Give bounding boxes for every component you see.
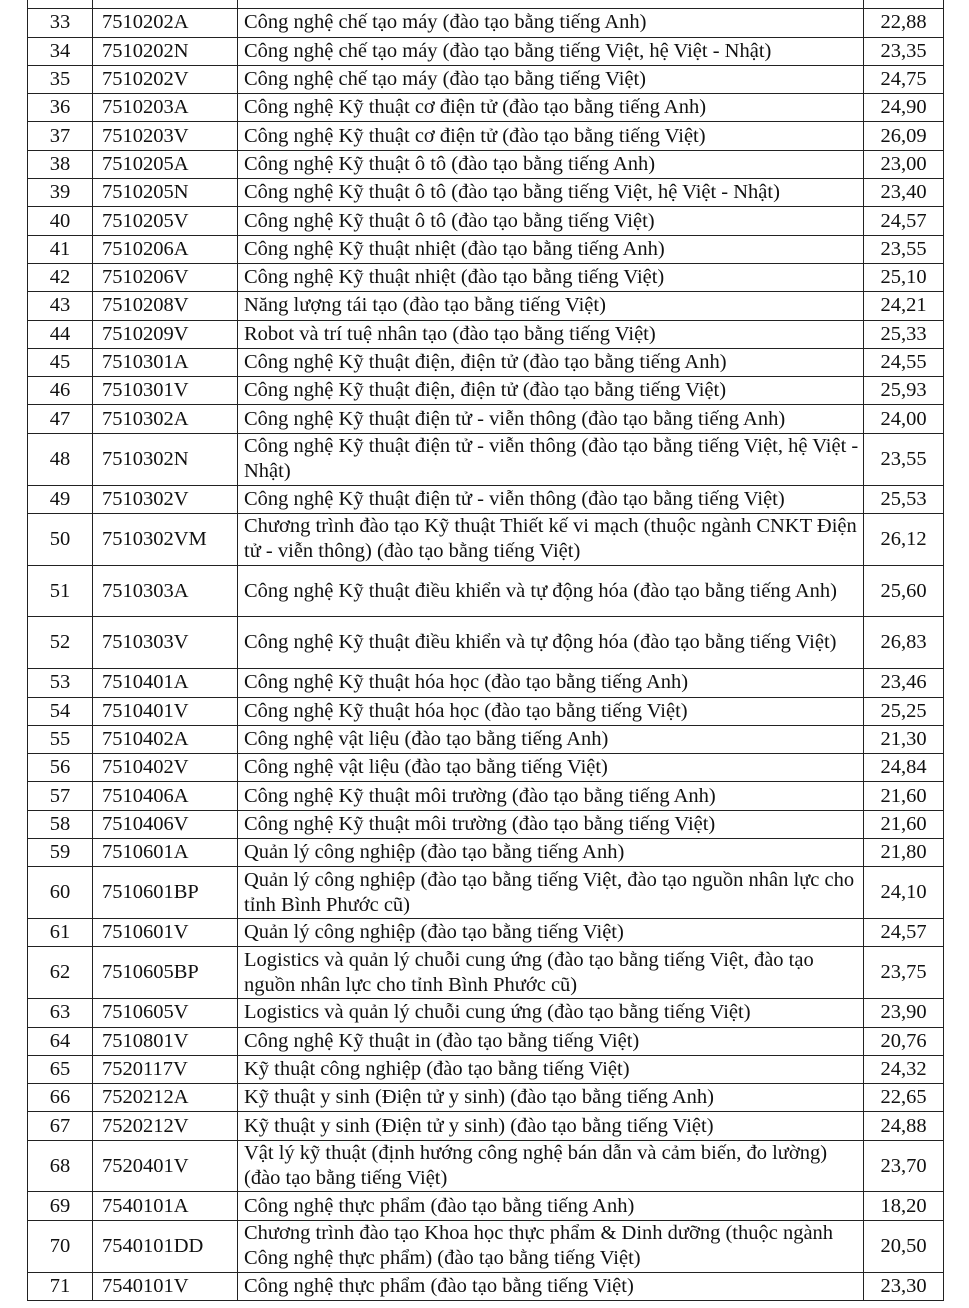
- row-number: 41: [28, 235, 93, 263]
- cutoff-score: 21,60: [864, 810, 944, 838]
- row-number: 52: [28, 617, 93, 669]
- program-name: Công nghệ Kỹ thuật điện, điện tử (đào tạo bằng tiếng Việt): [238, 377, 864, 405]
- cutoff-score: 24,32: [864, 1055, 944, 1083]
- program-code: 7510301V: [93, 377, 238, 405]
- program-code: 7510401V: [93, 697, 238, 725]
- program-code: 7510601V: [93, 919, 238, 947]
- table-row: [28, 405, 944, 433]
- row-number: 56: [28, 754, 93, 782]
- program-name: Quản lý công nghiệp (đào tạo bằng tiếng Việt): [238, 919, 864, 947]
- cutoff-score: [864, 0, 944, 9]
- table-row: [28, 65, 944, 93]
- program-name: Công nghệ Kỹ thuật điện tử - viễn thông (đào tạo bằng tiếng Việt, hệ Việt - Nhật): [238, 433, 864, 485]
- cutoff-score: 22,65: [864, 1084, 944, 1112]
- table-row: [28, 1055, 944, 1083]
- row-number: 68: [28, 1140, 93, 1192]
- row-number: 60: [28, 867, 93, 919]
- cutoff-score: 23,35: [864, 37, 944, 65]
- program-code: 7510406A: [93, 782, 238, 810]
- program-code: 7510402A: [93, 725, 238, 753]
- program-name: Công nghệ Kỹ thuật nhiệt (đào tạo bằng tiếng Việt): [238, 263, 864, 291]
- program-name: Công nghệ vật liệu (đào tạo bằng tiếng Việt): [238, 754, 864, 782]
- cutoff-score: 23,75: [864, 947, 944, 999]
- cutoff-score: 25,53: [864, 485, 944, 513]
- program-code: 7540101A: [93, 1192, 238, 1220]
- table-row: [28, 669, 944, 697]
- program-name: Công nghệ Kỹ thuật điều khiển và tự động hóa (đào tạo bằng tiếng Việt): [238, 617, 864, 669]
- cutoff-score: 23,40: [864, 179, 944, 207]
- table-row: [28, 122, 944, 150]
- program-name: Kỹ thuật y sinh (Điện tử y sinh) (đào tạo bằng tiếng Anh): [238, 1084, 864, 1112]
- table-row: [28, 1112, 944, 1140]
- cutoff-score: 26,09: [864, 122, 944, 150]
- program-name: Kỹ thuật y sinh (Điện tử y sinh) (đào tạo bằng tiếng Việt): [238, 1112, 864, 1140]
- table-row: [28, 348, 944, 376]
- row-number: 39: [28, 179, 93, 207]
- cutoff-score: 25,60: [864, 565, 944, 617]
- cutoff-score: 23,55: [864, 433, 944, 485]
- cutoff-score: 24,84: [864, 754, 944, 782]
- row-number: 33: [28, 9, 93, 37]
- row-number: [28, 0, 93, 9]
- row-number: 53: [28, 669, 93, 697]
- cutoff-score: 23,00: [864, 150, 944, 178]
- table-row: [28, 320, 944, 348]
- cutoff-score: 20,50: [864, 1220, 944, 1272]
- table-row: [28, 9, 944, 37]
- row-number: 70: [28, 1220, 93, 1272]
- row-number: 37: [28, 122, 93, 150]
- row-number: 51: [28, 565, 93, 617]
- cutoff-score: 24,00: [864, 405, 944, 433]
- cutoff-score: 25,10: [864, 263, 944, 291]
- program-code: 7510601A: [93, 839, 238, 867]
- program-name: Công nghệ Kỹ thuật hóa học (đào tạo bằng tiếng Anh): [238, 669, 864, 697]
- program-name: Công nghệ Kỹ thuật môi trường (đào tạo bằng tiếng Anh): [238, 782, 864, 810]
- row-number: 43: [28, 292, 93, 320]
- row-number: 69: [28, 1192, 93, 1220]
- row-number: 40: [28, 207, 93, 235]
- program-name: Kỹ thuật công nghiệp (đào tạo bằng tiếng Việt): [238, 1055, 864, 1083]
- table-row: [28, 433, 944, 485]
- program-name: Công nghệ Kỹ thuật ô tô (đào tạo bằng tiếng Việt): [238, 207, 864, 235]
- program-code: 7510208V: [93, 292, 238, 320]
- program-name: Công nghệ chế tạo máy (đào tạo bằng tiếng Việt, hệ Việt - Nhật): [238, 37, 864, 65]
- table-row: [28, 565, 944, 617]
- cutoff-score: 23,70: [864, 1140, 944, 1192]
- program-name: Công nghệ Kỹ thuật ô tô (đào tạo bằng tiếng Anh): [238, 150, 864, 178]
- program-name: [238, 0, 864, 9]
- row-number: 46: [28, 377, 93, 405]
- row-number: 50: [28, 513, 93, 565]
- program-name: Công nghệ Kỹ thuật ô tô (đào tạo bằng tiếng Việt, hệ Việt - Nhật): [238, 179, 864, 207]
- cutoff-score: 21,60: [864, 782, 944, 810]
- cutoff-score: 25,25: [864, 697, 944, 725]
- table-row: [28, 1272, 944, 1300]
- program-name: Công nghệ Kỹ thuật in (đào tạo bằng tiếng Việt): [238, 1027, 864, 1055]
- program-code: 7510302V: [93, 485, 238, 513]
- cutoff-score: 24,10: [864, 867, 944, 919]
- table-row: [28, 754, 944, 782]
- row-number: 42: [28, 263, 93, 291]
- program-name: Chương trình đào tạo Kỹ thuật Thiết kế vi mạch (thuộc ngành CNKT Điện tử - viễn thông) (đào tạo bằng tiếng Việt): [238, 513, 864, 565]
- program-name: Năng lượng tái tạo (đào tạo bằng tiếng Việt): [238, 292, 864, 320]
- program-code: 7510302VM: [93, 513, 238, 565]
- row-number: 54: [28, 697, 93, 725]
- program-code: 7510206V: [93, 263, 238, 291]
- program-name: Quản lý công nghiệp (đào tạo bằng tiếng Việt, đào tạo nguồn nhân lực cho tỉnh Bình Phước cũ): [238, 867, 864, 919]
- table-row: [28, 0, 944, 9]
- cutoff-score: 24,75: [864, 65, 944, 93]
- table-row: [28, 725, 944, 753]
- program-name: Công nghệ chế tạo máy (đào tạo bằng tiếng Anh): [238, 9, 864, 37]
- row-number: 44: [28, 320, 93, 348]
- table-row: [28, 207, 944, 235]
- table-row: [28, 179, 944, 207]
- table-row: [28, 1140, 944, 1192]
- cutoff-score: 25,93: [864, 377, 944, 405]
- cutoff-score: 24,90: [864, 94, 944, 122]
- table-row: [28, 377, 944, 405]
- program-code: 7520401V: [93, 1140, 238, 1192]
- cutoff-score: 25,33: [864, 320, 944, 348]
- program-code: 7510203V: [93, 122, 238, 150]
- table-row: [28, 263, 944, 291]
- program-name: Công nghệ Kỹ thuật cơ điện tử (đào tạo bằng tiếng Anh): [238, 94, 864, 122]
- program-name: Quản lý công nghiệp (đào tạo bằng tiếng Anh): [238, 839, 864, 867]
- program-code: 7520212A: [93, 1084, 238, 1112]
- cutoff-score: 21,80: [864, 839, 944, 867]
- program-code: 7510302N: [93, 433, 238, 485]
- table-row: [28, 810, 944, 838]
- row-number: 34: [28, 37, 93, 65]
- cutoff-score: 24,57: [864, 919, 944, 947]
- program-code: 7520117V: [93, 1055, 238, 1083]
- row-number: 47: [28, 405, 93, 433]
- program-code: 7510205N: [93, 179, 238, 207]
- program-code: 7510202A: [93, 9, 238, 37]
- table-row: [28, 697, 944, 725]
- program-code: 7510301A: [93, 348, 238, 376]
- table-row: [28, 839, 944, 867]
- row-number: 48: [28, 433, 93, 485]
- row-number: 36: [28, 94, 93, 122]
- program-code: 7510303V: [93, 617, 238, 669]
- program-code: 7510801V: [93, 1027, 238, 1055]
- cutoff-score: 23,46: [864, 669, 944, 697]
- program-name: Công nghệ Kỹ thuật hóa học (đào tạo bằng tiếng Việt): [238, 697, 864, 725]
- program-code: 7510605V: [93, 999, 238, 1027]
- cutoff-score: 23,30: [864, 1272, 944, 1300]
- cutoff-score: 24,55: [864, 348, 944, 376]
- program-code: 7510402V: [93, 754, 238, 782]
- program-code: 7510406V: [93, 810, 238, 838]
- row-number: 58: [28, 810, 93, 838]
- cutoff-score: 23,55: [864, 235, 944, 263]
- row-number: 67: [28, 1112, 93, 1140]
- table-row: [28, 1220, 944, 1272]
- row-number: 55: [28, 725, 93, 753]
- program-code: 7510206A: [93, 235, 238, 263]
- program-name: Công nghệ chế tạo máy (đào tạo bằng tiếng Việt): [238, 65, 864, 93]
- cutoff-score: 26,83: [864, 617, 944, 669]
- program-code: 7510601BP: [93, 867, 238, 919]
- table-row: [28, 37, 944, 65]
- row-number: 49: [28, 485, 93, 513]
- program-code: 7510302A: [93, 405, 238, 433]
- program-code: 7510401A: [93, 669, 238, 697]
- table-row: [28, 94, 944, 122]
- table-row: [28, 867, 944, 919]
- cutoff-score: 23,90: [864, 999, 944, 1027]
- program-name: Công nghệ Kỹ thuật môi trường (đào tạo bằng tiếng Việt): [238, 810, 864, 838]
- cutoff-score: 22,88: [864, 9, 944, 37]
- table-row: [28, 513, 944, 565]
- cutoff-score: 18,20: [864, 1192, 944, 1220]
- cutoff-score: 21,30: [864, 725, 944, 753]
- table-row: [28, 1084, 944, 1112]
- program-code: 7510202V: [93, 65, 238, 93]
- row-number: 66: [28, 1084, 93, 1112]
- table-row: [28, 919, 944, 947]
- program-code: [93, 0, 238, 9]
- program-code: 7540101V: [93, 1272, 238, 1300]
- table-row: [28, 235, 944, 263]
- program-name: Công nghệ thực phẩm (đào tạo bằng tiếng Việt): [238, 1272, 864, 1300]
- program-code: 7510205A: [93, 150, 238, 178]
- row-number: 59: [28, 839, 93, 867]
- program-code: 7510209V: [93, 320, 238, 348]
- table-row: [28, 292, 944, 320]
- program-code: 7510203A: [93, 94, 238, 122]
- program-name: Logistics và quản lý chuỗi cung ứng (đào tạo bằng tiếng Việt): [238, 999, 864, 1027]
- program-name: Công nghệ Kỹ thuật điện tử - viễn thông (đào tạo bằng tiếng Anh): [238, 405, 864, 433]
- cutoff-score: 26,12: [864, 513, 944, 565]
- program-name: Công nghệ Kỹ thuật điện, điện tử (đào tạo bằng tiếng Anh): [238, 348, 864, 376]
- table-row: [28, 947, 944, 999]
- table-row: [28, 1192, 944, 1220]
- row-number: 63: [28, 999, 93, 1027]
- program-name: Công nghệ Kỹ thuật điện tử - viễn thông (đào tạo bằng tiếng Việt): [238, 485, 864, 513]
- document-sheet: [27, 0, 943, 1301]
- cutoff-score: 24,57: [864, 207, 944, 235]
- program-name: Công nghệ Kỹ thuật điều khiển và tự động hóa (đào tạo bằng tiếng Anh): [238, 565, 864, 617]
- table-row: [28, 1027, 944, 1055]
- program-name: Công nghệ thực phẩm (đào tạo bằng tiếng Anh): [238, 1192, 864, 1220]
- program-name: Công nghệ Kỹ thuật cơ điện tử (đào tạo bằng tiếng Việt): [238, 122, 864, 150]
- row-number: 71: [28, 1272, 93, 1300]
- row-number: 61: [28, 919, 93, 947]
- program-code: 7510303A: [93, 565, 238, 617]
- program-code: 7510202N: [93, 37, 238, 65]
- program-code: 7510605BP: [93, 947, 238, 999]
- table-row: [28, 485, 944, 513]
- row-number: 35: [28, 65, 93, 93]
- table-row: [28, 999, 944, 1027]
- table-row: [28, 150, 944, 178]
- row-number: 38: [28, 150, 93, 178]
- program-name: Logistics và quản lý chuỗi cung ứng (đào tạo bằng tiếng Việt, đào tạo nguồn nhân lực cho tỉnh Bình Phước cũ): [238, 947, 864, 999]
- row-number: 64: [28, 1027, 93, 1055]
- program-code: 7540101DD: [93, 1220, 238, 1272]
- row-number: 65: [28, 1055, 93, 1083]
- row-number: 62: [28, 947, 93, 999]
- cutoff-score: 24,21: [864, 292, 944, 320]
- cutoff-score: 24,88: [864, 1112, 944, 1140]
- table-row: [28, 782, 944, 810]
- table-row: [28, 617, 944, 669]
- program-name: Robot và trí tuệ nhân tạo (đào tạo bằng tiếng Việt): [238, 320, 864, 348]
- program-code: 7510205V: [93, 207, 238, 235]
- program-name: Vật lý kỹ thuật (định hướng công nghệ bán dẫn và cảm biến, đo lường) (đào tạo bằng tiếng Việt): [238, 1140, 864, 1192]
- program-name: Công nghệ vật liệu (đào tạo bằng tiếng Anh): [238, 725, 864, 753]
- row-number: 45: [28, 348, 93, 376]
- program-name: Chương trình đào tạo Khoa học thực phẩm & Dinh dưỡng (thuộc ngành Công nghệ thực phẩm) (đào tạo bằng tiếng Việt): [238, 1220, 864, 1272]
- cutoff-score: 20,76: [864, 1027, 944, 1055]
- program-name: Công nghệ Kỹ thuật nhiệt (đào tạo bằng tiếng Anh): [238, 235, 864, 263]
- program-code: 7520212V: [93, 1112, 238, 1140]
- row-number: 57: [28, 782, 93, 810]
- admission-score-table: [27, 0, 944, 1301]
